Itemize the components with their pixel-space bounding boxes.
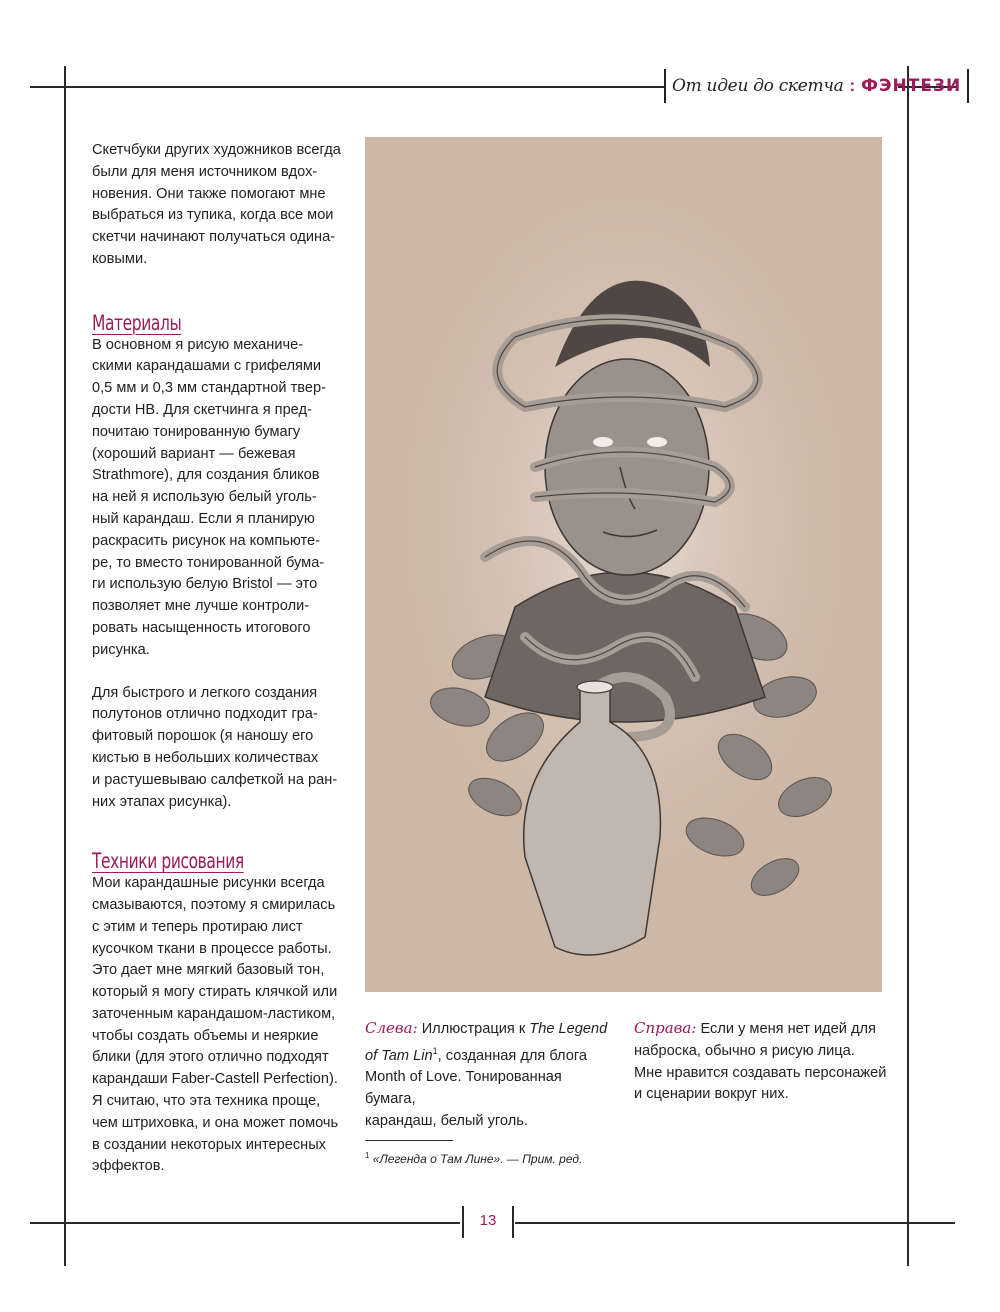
caption-right-lead: Справа: (634, 1019, 697, 1037)
caption-right: Справа: Если у меня нет идей для наброска, обычно я рисую лица. Мне нравится создавать персонажей и сценарии вокруг них. (634, 1019, 887, 1103)
footnote (365, 1151, 582, 1166)
frame-top-left-rule (30, 86, 664, 88)
materials-paragraph-1: В основном я рисую механиче- скими карандашами с грифелями 0,5 мм и 0,3 мм стандартной твер- дости HB. Для скетчинга я пред- почитаю тонированную бумагу (хороший вариант — бежевая Strathmore), для создания бликов на ней я использую белый уголь- ный карандаш. Если я планирую раскрасить рисунок на компьюте- ре, то вместо тонированной бума- ги использую белую Bristol — это позволяет мне лучше контроли- ровать насыщенность итогового рисунка. (92, 336, 326, 658)
header-left-bar (664, 69, 666, 103)
footnote-mark: 1 (365, 1151, 370, 1160)
footnote-text: «Легенда о Там Лине». — Прим. ред. (372, 1152, 583, 1166)
intro-paragraph: Скетчбуки других художников всегда были для меня источником вдох- новения. Они также помогают мне выбраться из тупика, когда все мои скетчи начинают получаться одина- ковыми. (92, 142, 341, 267)
running-header (664, 70, 969, 102)
caption-left: Слева: Иллюстрация к The Legend of Tam Lin$^1$, созданная для блога Month of Love. Тонированная бумага, карандаш, белый уголь. (365, 1019, 608, 1130)
header-right-bar (967, 69, 969, 103)
illustration-drawing (365, 137, 882, 992)
materials-paragraph-2: Для быстрого и легкого создания полутонов отлично подходит гра- фитовый порошок (я наношу его кистью в небольших количествах и растушевываю салфеткой на ран- них этапах рисунка). (92, 684, 338, 810)
frame-bottom-left-rule (30, 1222, 460, 1224)
techniques-paragraph: Мои карандашные рисунки всегда смазываются, поэтому я смирилась с этим и теперь протираю лист кусочком ткани в процессе работы. Это дает мне мягкий базовый тон, который я могу стирать клячкой или заточенным карандашом-ластиком, чтобы создать объемы и неяркие блики (для этого отлично подходят карандаши Faber-Castell Perfection). Я считаю, что эта техника проще, чем штриховка, и она может помочь в создании некоторых интересных эффектов. (92, 875, 339, 1175)
page-num-right-bar (512, 1206, 514, 1238)
left-column (92, 140, 350, 1178)
caption-left-lead: Слева: (365, 1019, 418, 1037)
figure-eye-left (593, 437, 613, 447)
header-topic: ФЭНТЕЗИ (861, 76, 962, 96)
footnote-rule (365, 1140, 453, 1141)
techniques-heading: Техники рисования (92, 849, 244, 874)
figure-eye-right (647, 437, 667, 447)
materials-heading: Материалы (92, 310, 182, 335)
figure-head (545, 359, 709, 575)
frame-left-rule (64, 66, 66, 1266)
frame-bottom-right-rule (515, 1222, 955, 1224)
page-number: 13 (479, 1212, 497, 1229)
frame-right-rule (907, 66, 909, 1266)
header-colon: : (849, 76, 856, 95)
header-series-title: От идеи до скетча (672, 76, 844, 96)
bottle-neck (577, 681, 613, 693)
page-num-left-bar (462, 1206, 464, 1238)
tam-lin-illustration (365, 137, 882, 992)
